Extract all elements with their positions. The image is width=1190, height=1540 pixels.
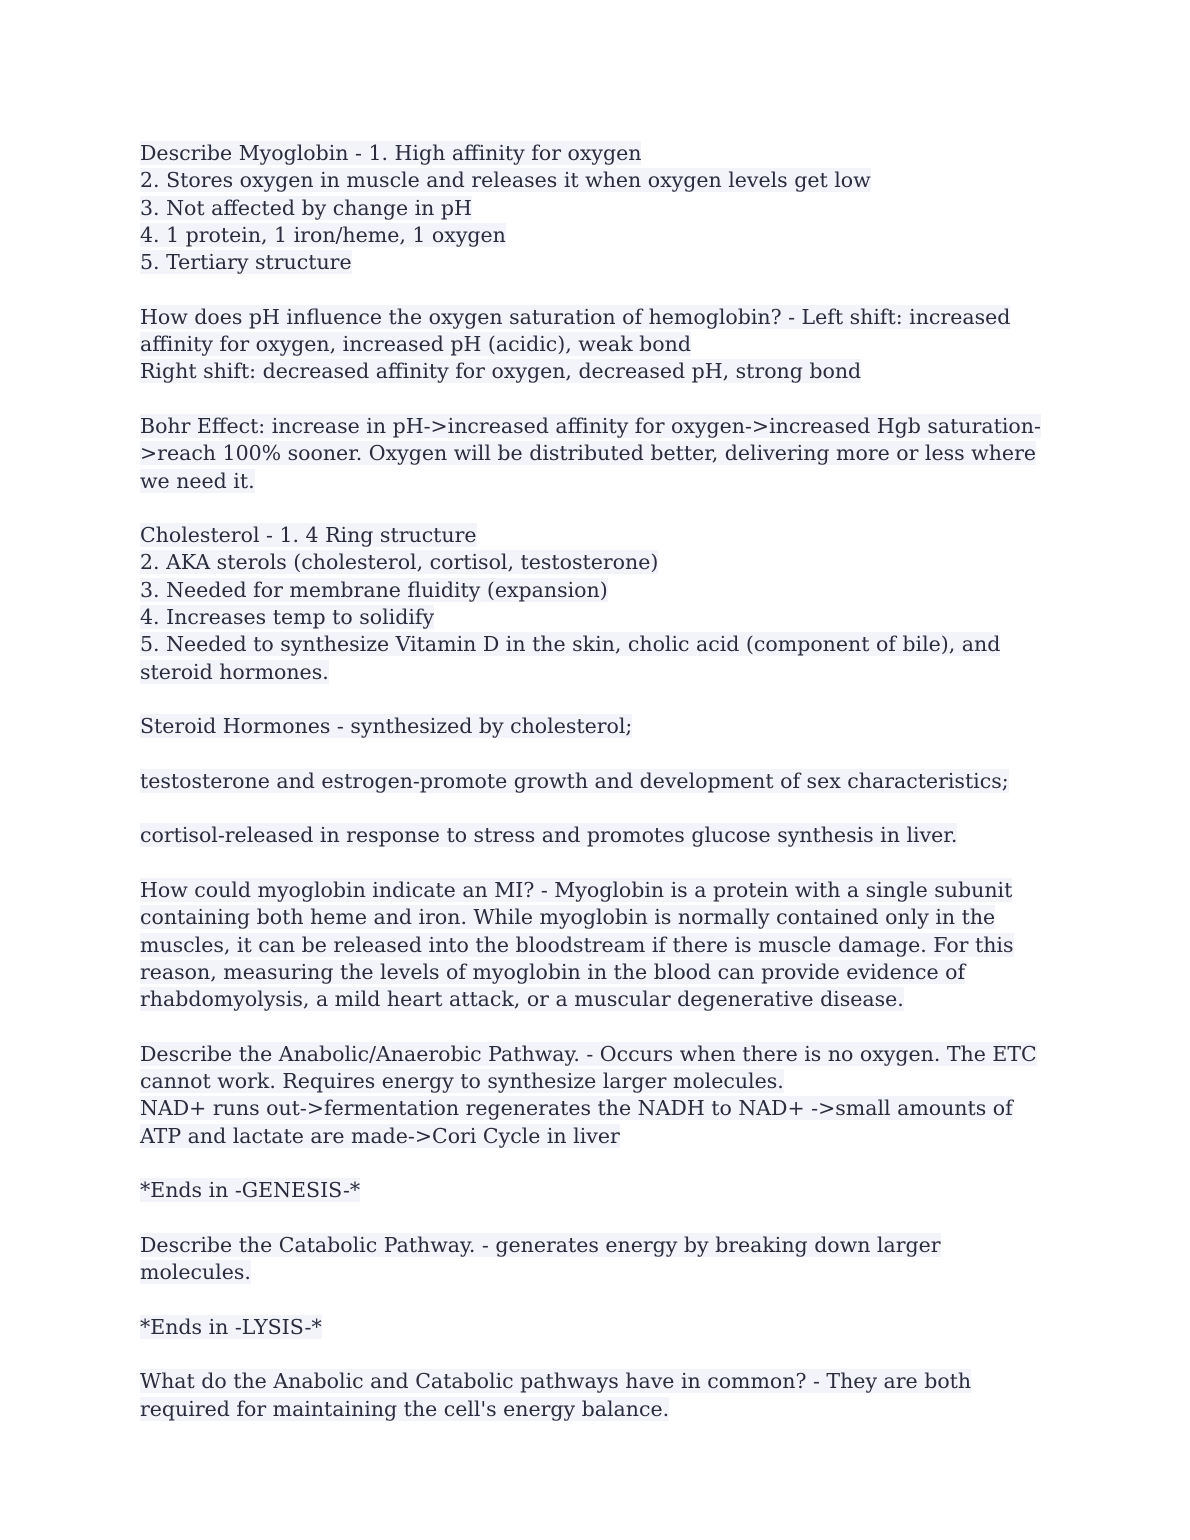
text-span: NAD+ runs out->fermentation regenerates the NADH to NAD+ ->small amounts of ATP and lactate are made->Cori Cycle in liver [140, 1096, 1013, 1148]
text-line [140, 140, 1052, 167]
text-span: cortisol-released in response to stress and promotes glucose synthesis in liver. [140, 823, 958, 848]
text-span: *Ends in -LYSIS-* [140, 1314, 322, 1339]
text-span: 3. Needed for membrane fluidity (expansion) [140, 577, 608, 602]
text-span: 5. Needed to synthesize Vitamin D in the skin, cholic acid (component of bile), and steroid hormones. [140, 632, 1001, 684]
text-line [140, 1095, 1052, 1150]
sex-hormones-block [140, 768, 1052, 795]
text-line [140, 577, 1052, 604]
ph-hemoglobin-block [140, 304, 1052, 386]
lysis-note-block [140, 1314, 1052, 1341]
text-line [140, 222, 1052, 249]
genesis-note-block [140, 1177, 1052, 1204]
anabolic-pathway-block [140, 1041, 1052, 1150]
text-span: 5. Tertiary structure [140, 250, 352, 275]
text-span: Steroid Hormones - synthesized by cholesterol; [140, 714, 633, 739]
text-span: 3. Not affected by change in pH [140, 195, 472, 220]
text-span: 2. AKA sterols (cholesterol, cortisol, testosterone) [140, 550, 659, 575]
text-span: How does pH influence the oxygen saturation of hemoglobin? - Left shift: increased affinity for oxygen, increased pH (acidic), weak bond [140, 304, 1011, 357]
text-line [140, 358, 1052, 385]
cortisol-block [140, 822, 1052, 849]
steroid-hormones-block [140, 713, 1052, 740]
text-span: Describe the Anabolic/Anaerobic Pathway. - Occurs when there is no oxygen. The ETC cannot work. Requires energy to synthesize larger molecules. [140, 1041, 1037, 1094]
text-span: Cholesterol - 1. 4 Ring structure [140, 523, 477, 548]
text-line [140, 304, 1052, 359]
myoglobin-mi-block [140, 877, 1052, 1013]
text-span: How could myoglobin indicate an MI? - Myoglobin is a protein with a single subunit containing both heme and iron. While myoglobin is normally contained only in the muscles, it can be released into the bloodstream if there is muscle damage. For this reason, measuring the levels of myoglobin in the blood can provide evidence of rhabdomyolysis, a mild heart attack, or a muscular degenerative disease. [140, 878, 1014, 1012]
text-line [140, 1232, 1052, 1287]
text-line [140, 768, 1052, 795]
text-span: Describe Myoglobin - 1. High affinity for oxygen [140, 141, 642, 165]
text-line [140, 631, 1052, 686]
text-line [140, 413, 1052, 495]
text-line [140, 604, 1052, 631]
text-span: testosterone and estrogen-promote growth and development of sex characteristics; [140, 768, 1009, 793]
text-line [140, 1177, 1052, 1204]
text-span: 4. Increases temp to solidify [140, 605, 435, 630]
text-span: What do the Anabolic and Catabolic pathways have in common? - They are both required for maintaining the cell's energy balance. [140, 1369, 972, 1421]
text-line [140, 522, 1052, 549]
text-line [140, 195, 1052, 222]
document-page [140, 140, 1052, 1450]
text-line [140, 1041, 1052, 1096]
text-line [140, 1314, 1052, 1341]
text-span: Right shift: decreased affinity for oxygen, decreased pH, strong bond [140, 359, 862, 384]
bohr-effect-block [140, 413, 1052, 495]
text-line [140, 167, 1052, 194]
text-span: *Ends in -GENESIS-* [140, 1178, 361, 1203]
text-line [140, 1368, 1052, 1423]
text-line [140, 877, 1052, 1013]
cholesterol-block [140, 522, 1052, 686]
text-line [140, 822, 1052, 849]
text-line [140, 549, 1052, 576]
text-line [140, 713, 1052, 740]
myoglobin-block [140, 140, 1052, 276]
text-span: Describe the Catabolic Pathway. - generates energy by breaking down larger molecules. [140, 1232, 941, 1285]
text-span: 2. Stores oxygen in muscle and releases it when oxygen levels get low [140, 168, 871, 193]
text-span: Bohr Effect: increase in pH->increased affinity for oxygen->increased Hgb saturation->reach 100% sooner. Oxygen will be distributed better, delivering more or less where we need it. [140, 413, 1041, 493]
text-span: 4. 1 protein, 1 iron/heme, 1 oxygen [140, 222, 506, 247]
pathways-common-block [140, 1368, 1052, 1423]
catabolic-pathway-block [140, 1232, 1052, 1287]
text-line [140, 249, 1052, 276]
